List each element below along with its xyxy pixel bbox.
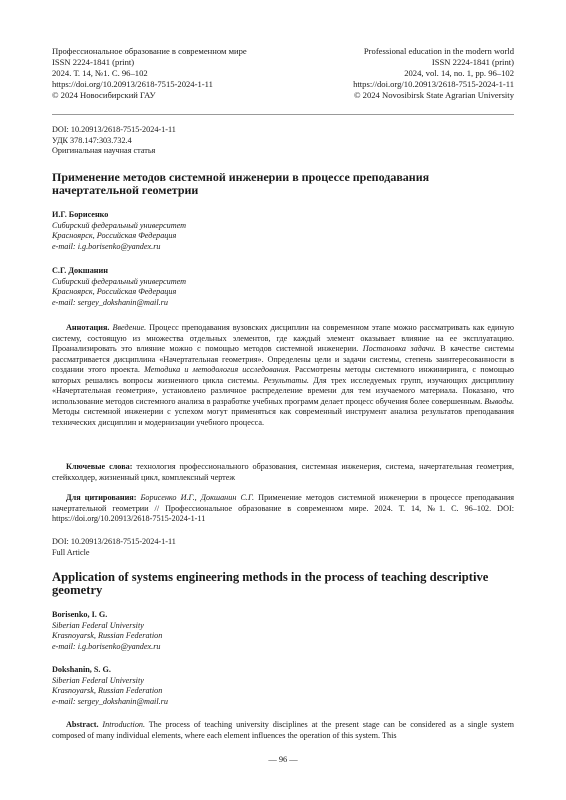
ru-citation	[52, 493, 514, 525]
author-name: С.Г. Докшанин	[52, 266, 108, 275]
en-doi: DOI: 10.20913/2618-7515-2024-1-11	[52, 537, 176, 546]
issue-en: 2024, vol. 14, no. 1, pp. 96–102	[404, 68, 514, 78]
author-affiliation: Сибирский федеральный университет	[52, 220, 187, 230]
author-affiliation: Siberian Federal University	[52, 620, 144, 630]
ru-article-type: Оригинальная научная статья	[52, 146, 156, 155]
author-name: И.Г. Борисенко	[52, 210, 109, 219]
abstract-methods-label: Методика и методология исследования.	[144, 365, 291, 374]
en-author-1	[52, 610, 514, 652]
abstract-conclusions-text: Методы системной инженерии с успехом могут применяться как современный инструмент анализа результатов преподавания технических дисциплин и модернизации учебного процесса.	[52, 407, 514, 427]
issn-en: ISSN 2224-1841 (print)	[431, 57, 514, 67]
abstract-conclusions-label: Выводы.	[484, 396, 514, 406]
issn-ru: ISSN 2224-1841 (print)	[52, 57, 135, 67]
page-number: — 96 —	[268, 755, 298, 764]
doi-link-en[interactable]: https://doi.org/10.20913/2618-7515-2024-1-11	[353, 79, 514, 89]
journal-header-en	[353, 46, 514, 101]
abstract-results-text: Для трех исследуемых групп, изучающих дисциплину «Начертательная геометрия», установлено различное распределение времени для тем изучаемого материала. Показано, что использование методов системного анализа в разработке учебных программ делает процесс обучения более совершенным.	[52, 375, 514, 406]
author-email[interactable]: e-mail: sergey_dokshanin@mail.ru	[52, 297, 168, 307]
abstract-intro-text: The process of teaching university disciplines at the present stage can be considered as a single system composed of many individual elements, where each element influences the operation of this system. This	[52, 720, 514, 740]
abstract-label: Аннотация.	[66, 323, 110, 332]
en-title: Application of systems engineering methods in the process of teaching descriptive geometry	[52, 570, 489, 597]
ru-title: Применение методов системной инженерии в процессе преподавания начертательной геометрии	[52, 170, 430, 197]
ru-meta	[52, 125, 514, 157]
author-city: Krasnoyarsk, Russian Federation	[52, 686, 163, 695]
author-email[interactable]: e-mail: i.g.borisenko@yandex.ru	[52, 641, 161, 651]
ru-author-2	[52, 266, 514, 308]
abstract-intro-label: Введение.	[112, 323, 147, 332]
issue-ru: 2024. Т. 14, №1. С. 96–102	[52, 68, 148, 78]
copyright-en: © 2024 Novosibirsk State Agrarian University	[353, 90, 514, 100]
en-meta	[52, 537, 514, 558]
en-author-2	[52, 665, 514, 707]
ru-udc: УДК 378.147:303.732.4	[52, 135, 132, 145]
copyright-ru: © 2024 Новосибирский ГАУ	[52, 90, 156, 100]
abstract-intro-label: Introduction.	[102, 720, 146, 729]
ru-author-1	[52, 210, 514, 252]
author-city: Красноярск, Российская Федерация	[52, 287, 177, 296]
journal-name-en: Professional education in the modern world	[363, 46, 514, 56]
header-divider	[52, 114, 514, 115]
keywords-label: Ключевые слова:	[66, 462, 133, 471]
author-affiliation: Siberian Federal University	[52, 675, 144, 685]
abstract-task-label: Постановка задачи.	[362, 344, 436, 353]
author-name: Dokshanin, S. G.	[52, 665, 111, 674]
abstract-results-label: Результаты.	[263, 375, 309, 385]
author-name: Borisenko, I. G.	[52, 610, 108, 619]
en-abstract	[52, 720, 514, 741]
ru-abstract	[52, 323, 514, 428]
abstract-intro-text: Процесс преподавания вузовских дисциплин на современном этапе можно рассматривать как единую систему, состоящую из множества отдельных элементов, где каждый элемент оказывает влияние на ее эксплуатацию. Проанализировать это влияние можно с помощью методов системной инженерии.	[52, 323, 514, 353]
abstract-methods-text: Рассмотрены методы системного инжиниринга, с помощью которых решались вопросы жизненного цикла системы.	[52, 365, 514, 385]
ru-keywords	[52, 462, 514, 483]
ru-doi: DOI: 10.20913/2618-7515-2024-1-11	[52, 125, 176, 134]
abstract-task-text: В качестве системы рассматривается дисциплина «Начертательная геометрия». Определены цели и задачи системы, степень заинтересованности в создании этого проекта.	[52, 344, 514, 374]
journal-name-ru: Профессиональное образование в современном мире	[52, 46, 247, 56]
citation-label: Для цитирования:	[66, 493, 137, 502]
doi-link-ru[interactable]: https://doi.org/10.20913/2618-7515-2024-1-11	[52, 79, 213, 89]
author-affiliation: Сибирский федеральный университет	[52, 276, 187, 286]
citation-text: Применение методов системной инженерии в процессе преподавания начертательной геометрии // Профессиональное образование в современном мире. 2024. Т. 14, №1. С. 96–102. DOI: https://doi.org/10.20913/2618-7515-2024-1-11	[52, 493, 514, 523]
author-city: Krasnoyarsk, Russian Federation	[52, 631, 163, 640]
en-article-type: Full Article	[52, 547, 90, 557]
abstract-label: Abstract.	[66, 720, 99, 729]
keywords-text: технология профессионального образования, системная инженерия, система, начертательная геометрия, стейкхолдер, жизненный цикл, комплексный чертеж	[52, 462, 514, 482]
journal-header-ru	[52, 46, 247, 101]
author-email[interactable]: e-mail: sergey_dokshanin@mail.ru	[52, 696, 168, 706]
author-city: Красноярск, Российская Федерация	[52, 231, 177, 240]
citation-authors: Борисенко И.Г., Докшанин С.Г.	[136, 493, 255, 502]
author-email[interactable]: e-mail: i.g.borisenko@yandex.ru	[52, 241, 161, 251]
